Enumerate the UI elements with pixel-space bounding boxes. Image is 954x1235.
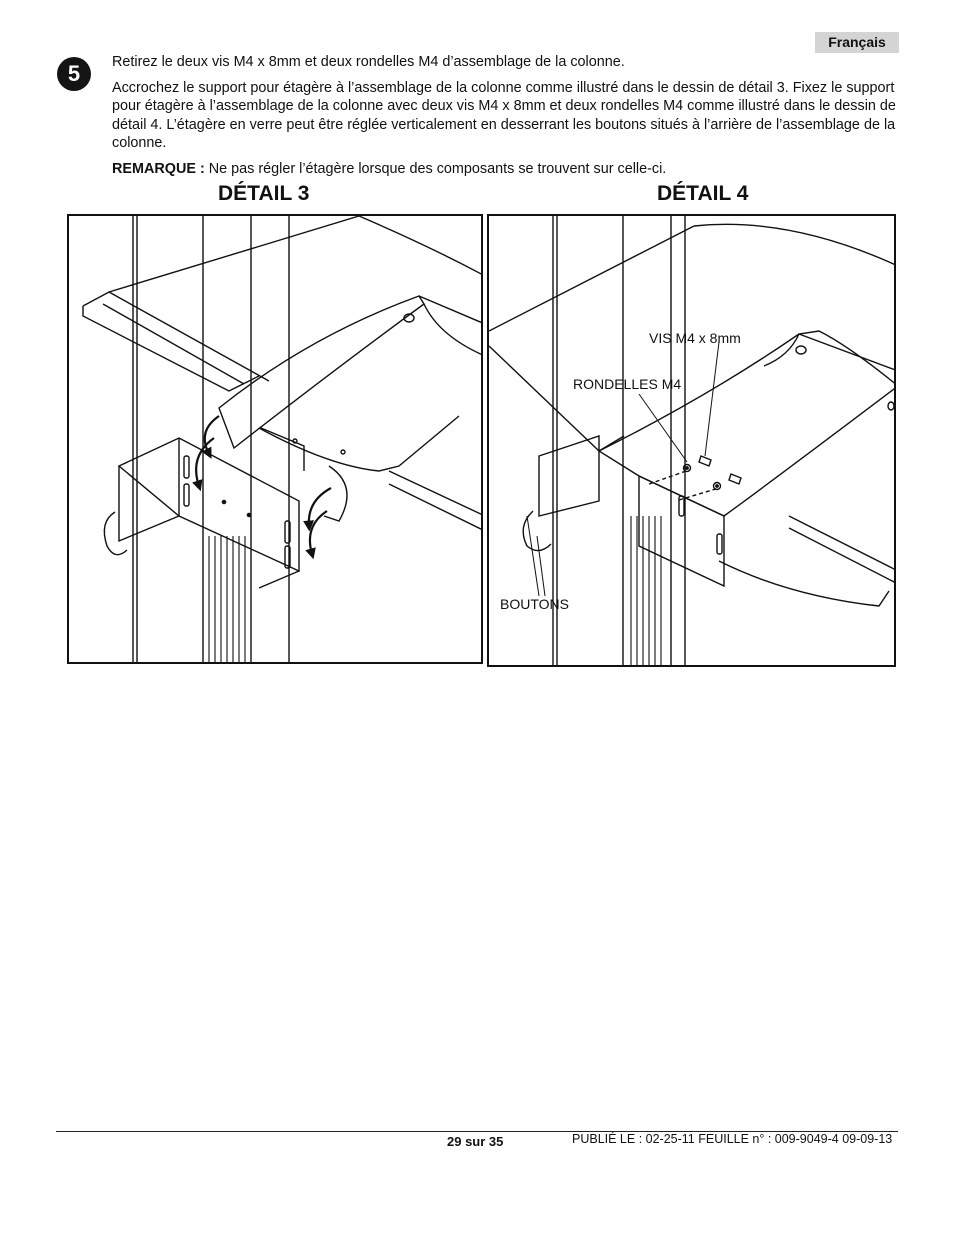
detail-3-title: DÉTAIL 3 — [218, 182, 310, 205]
step-number-badge: 5 — [57, 57, 91, 91]
remark-text: Ne pas régler l’étagère lorsque des composants se trouvent sur celle-ci. — [204, 160, 667, 177]
instruction-paragraph-1: Retirez le deux vis M4 x 8mm et deux rondelles M4 d’assemblage de la colonne. — [112, 54, 625, 70]
detail-3-illustration — [67, 214, 483, 664]
detail-3-drawing — [69, 216, 483, 664]
instructions — [112, 53, 902, 185]
detail-4-title: DÉTAIL 4 — [657, 182, 749, 205]
language-tag: Français — [815, 32, 899, 53]
page-number: 29 sur 35 — [447, 1134, 504, 1149]
publication-info: PUBLIÉ LE : 02-25-11 FEUILLE n° : 009-9049-4 09-09-13 — [572, 1132, 893, 1146]
instruction-paragraph-2: Accrochez le support pour étagère à l’assemblage de la colonne comme illustré dans le dessin de détail 3. Fixez le support pour étagère à l’assemblage de la colonne avec deux vis M4 x 8mm et deux rondelles M4 comme illustré dans le dessin de détail 4. L’étagère en verre peut être réglée verticalement en desserrant les boutons situés à l’arrière de l’assemblage de la colonne. — [112, 79, 896, 151]
detail-4-illustration — [487, 214, 896, 667]
remark — [112, 160, 902, 179]
callout-washers: RONDELLES M4 — [573, 376, 682, 392]
callout-knobs: BOUTONS — [500, 596, 569, 612]
callout-screws: VIS M4 x 8mm — [649, 330, 741, 346]
remark-label: REMARQUE : — [112, 160, 205, 177]
